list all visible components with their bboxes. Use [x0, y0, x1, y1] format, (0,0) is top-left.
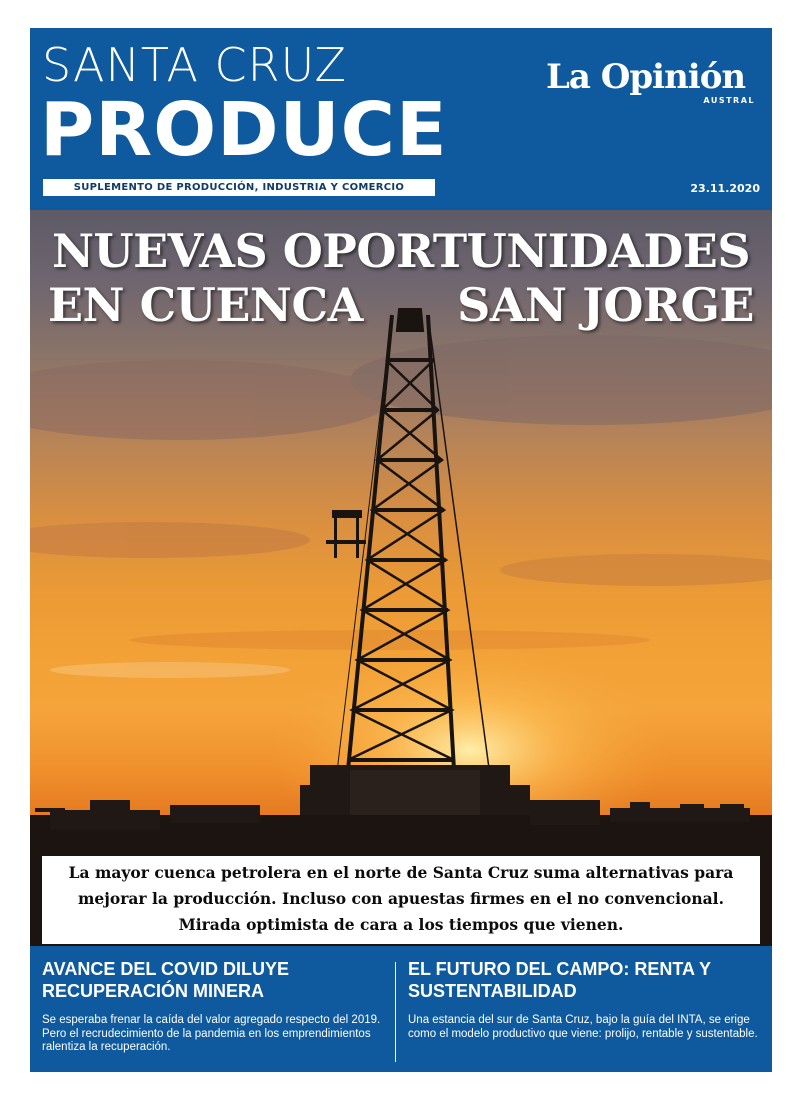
headline-line2-right: SAN JORGE [457, 278, 754, 332]
teaser-body: Una estancia del sur de Santa Cruz, bajo la guía del INTA, se erige como el modelo productivo que viene: prolijo, rentable y sustentable. [408, 1014, 758, 1040]
teaser-title: AVANCE DEL COVID DILUYE RECUPERACIÓN MINERA [42, 959, 290, 1001]
newspaper-logo [546, 54, 761, 124]
rig-platform [326, 510, 366, 558]
publication-title-line1: SANTA CRUZ [42, 38, 348, 92]
issue-date: 23.11.2020 [690, 182, 760, 195]
headline-line1: NUEVAS OPORTUNIDADES [51, 224, 751, 278]
publication-title-line2: PRODUCE [40, 87, 448, 173]
teaser-countryside[interactable] [408, 958, 758, 1041]
teaser-mining[interactable] [42, 958, 392, 1055]
hero-photo [30, 210, 772, 946]
clouds [30, 335, 772, 678]
teaser-section [30, 946, 772, 1072]
lead-summary: La mayor cuenca petrolera en el norte de Santa Cruz suma alternativas para mejorar la producción. Incluso con apuestas firmes en el no convencional. Mirada optimista de cara a los tiempos que vienen. [42, 856, 760, 944]
teaser-body: Se esperaba frenar la caída del valor agregado respecto del 2019. Pero el recrudecimiento de la pandemia en los emprendimientos ralentiza la recuperación. [42, 1014, 381, 1053]
teaser-title: EL FUTURO DEL CAMPO: RENTA Y SUSTENTABILIDAD [408, 959, 711, 1001]
teaser-divider [395, 962, 396, 1062]
publication-tagline: SUPLEMENTO DE PRODUCCIÓN, INDUSTRIA Y COMERCIO [43, 179, 435, 196]
logo-subtext: AUSTRAL [703, 96, 755, 105]
cover-page [30, 28, 772, 1072]
logo-wordmark: La Opinión [546, 57, 746, 97]
masthead [30, 28, 772, 210]
headline-line2-left: EN CUENCA [48, 278, 363, 332]
